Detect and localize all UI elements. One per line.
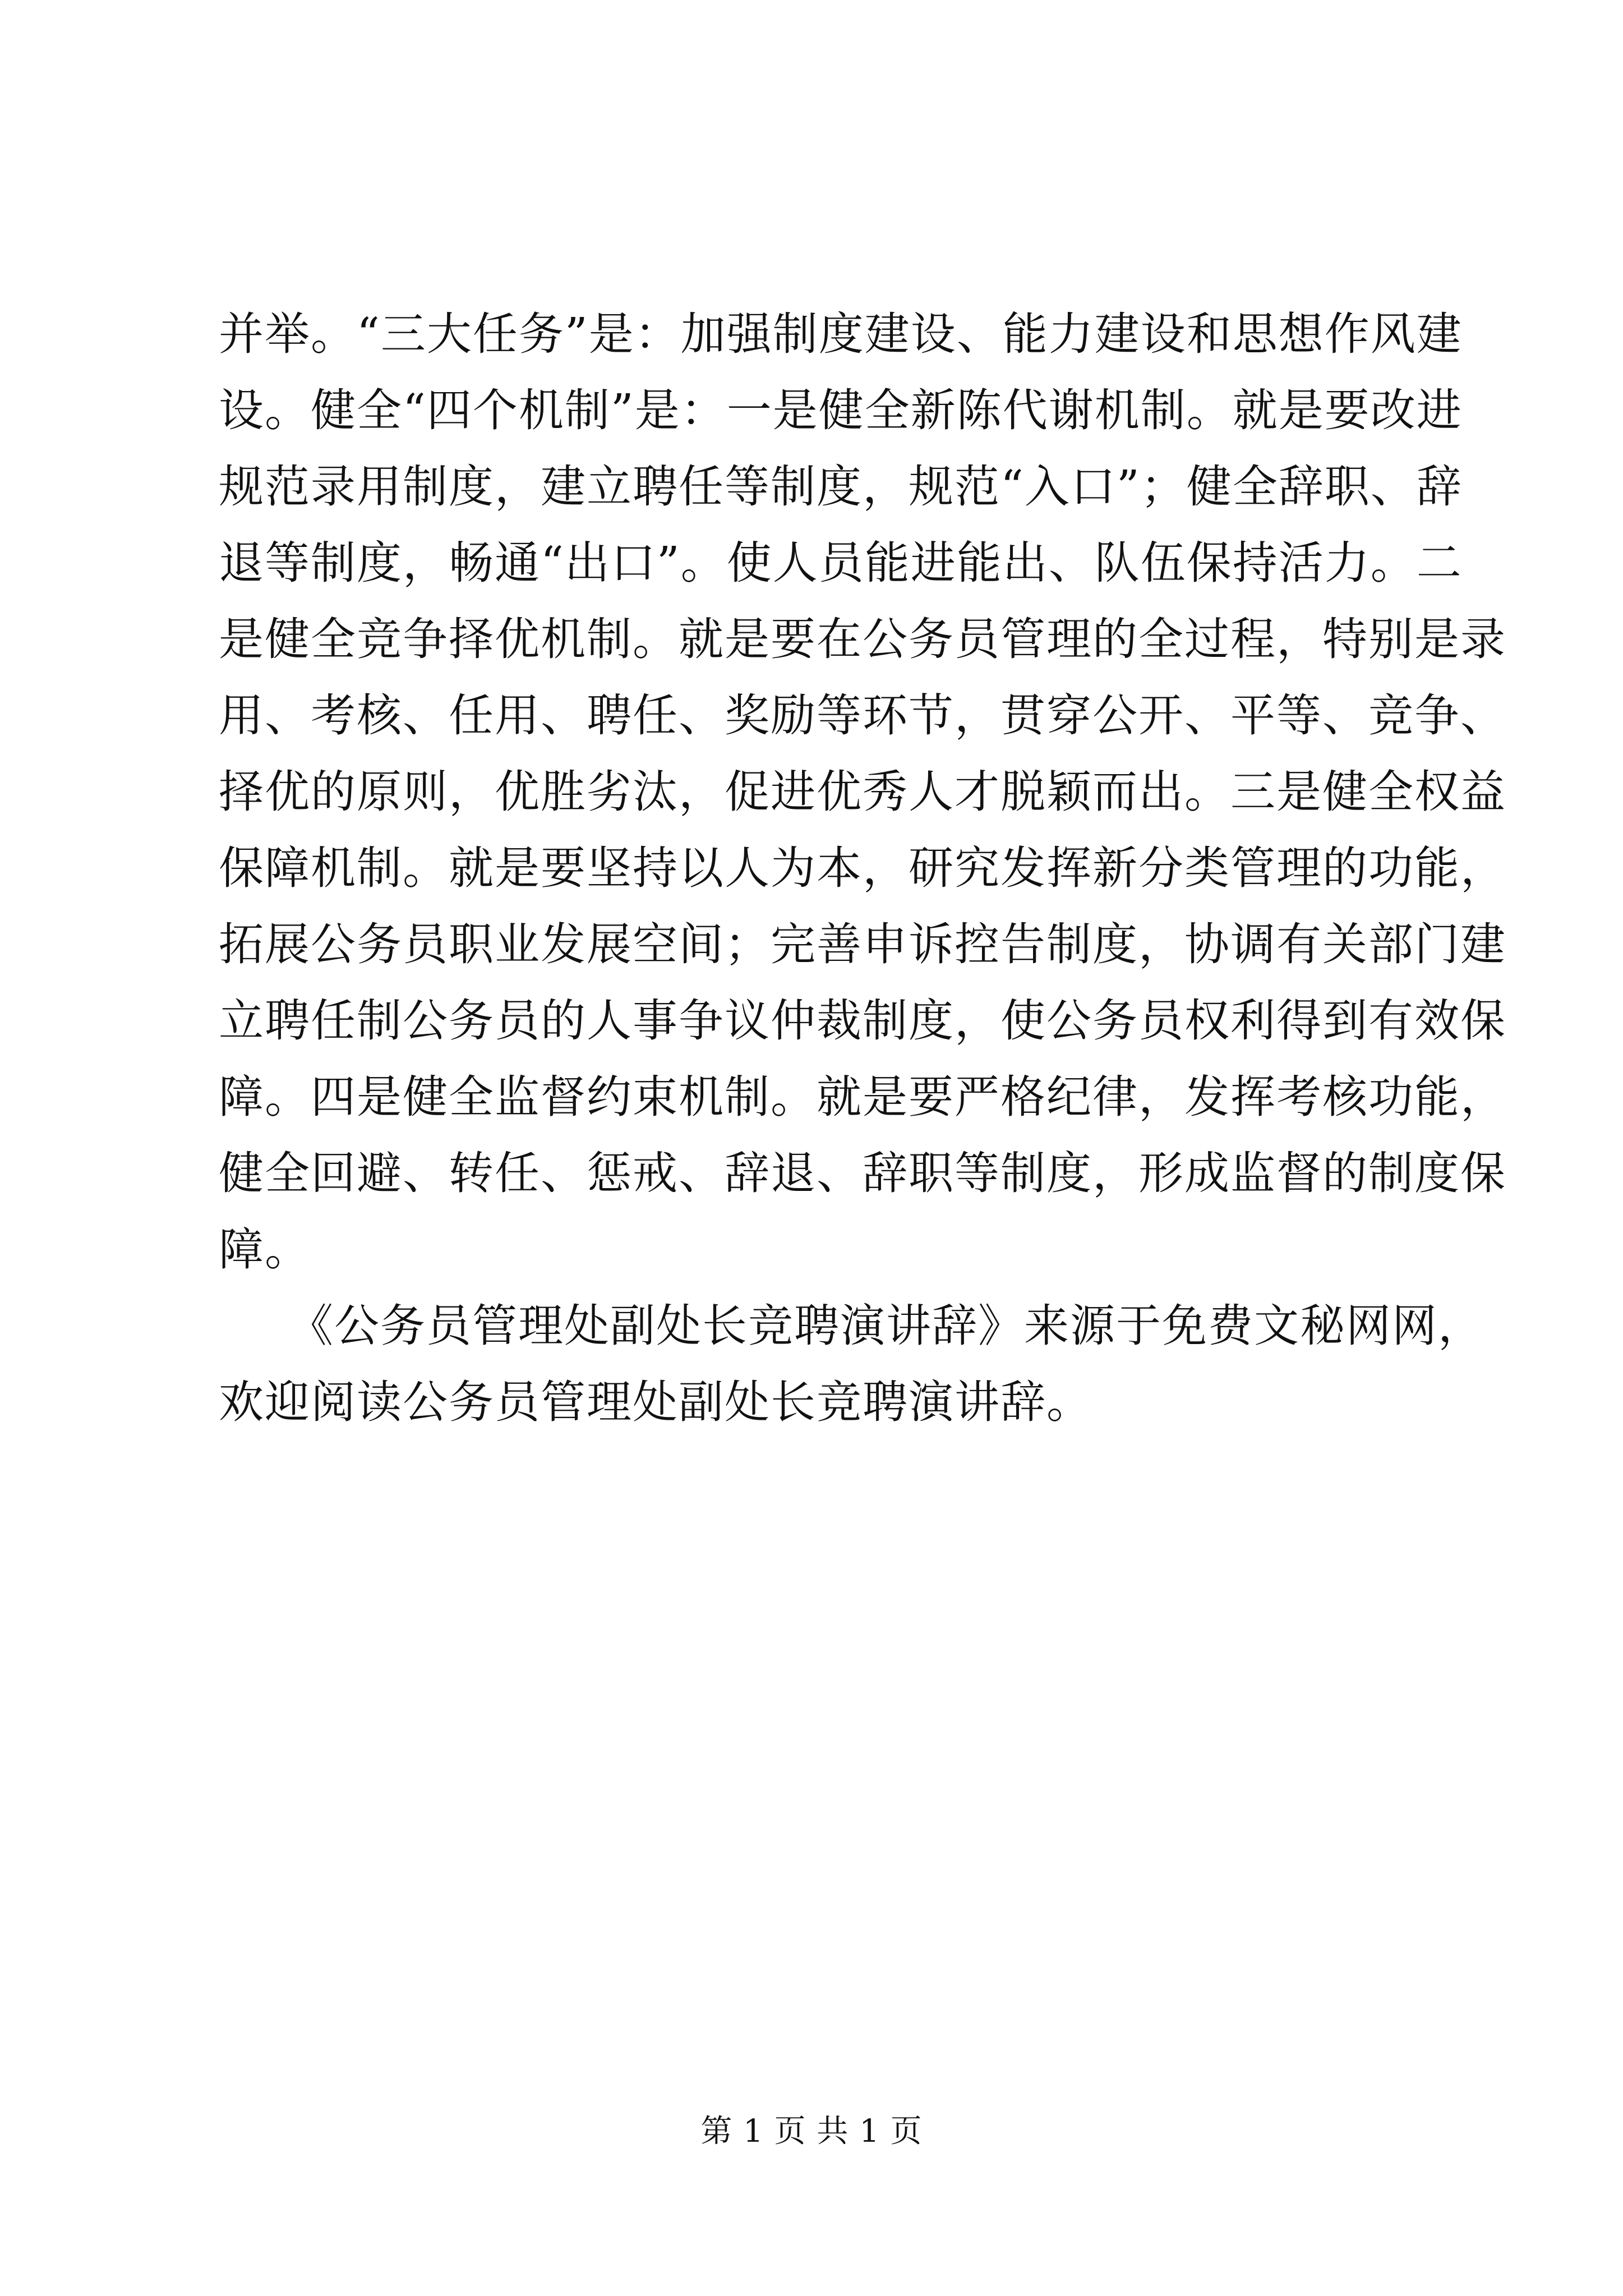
body-line: 退等制度，畅通“出口”。使人员能进能出、队伍保持活力。二 (219, 537, 1463, 589)
document-body (219, 296, 1506, 1441)
body-line: 障。四是健全监督约束机制。就是要严格纪律，发挥考核功能， (219, 1071, 1506, 1123)
body-line: 规范录用制度，建立聘任等制度，规范“入口”；健全辞职、辞 (219, 461, 1463, 513)
body-line: 用、考核、任用、聘任、奖励等环节，贯穿公开、平等、竞争、 (219, 689, 1506, 742)
closing-line: 欢迎阅读公务员管理处副处长竞聘演讲辞。 (219, 1376, 1092, 1428)
body-line: 择优的原则，优胜劣汰，促进优秀人才脱颖而出。三是健全权益 (219, 766, 1506, 818)
page-footer: 第 1 页 共 1 页 (700, 2113, 923, 2150)
body-line: 健全回避、转任、惩戒、辞退、辞职等制度，形成监督的制度保 (219, 1147, 1506, 1199)
body-line: 立聘任制公务员的人事争议仲裁制度，使公务员权利得到有效保 (219, 995, 1506, 1047)
body-line: 设。健全“四个机制”是：一是健全新陈代谢机制。就是要改进 (219, 384, 1463, 436)
body-line: 障。 (219, 1223, 311, 1276)
body-line: 并举。“三大任务”是：加强制度建设、能力建设和思想作风建 (219, 308, 1463, 360)
body-line: 是健全竞争择优机制。就是要在公务员管理的全过程，特别是录 (219, 613, 1506, 665)
body-line: 保障机制。就是要坚持以人为本，研究发挥新分类管理的功能， (219, 842, 1506, 894)
closing-line: 《公务员管理处副处长竞聘演讲辞》来源于免费文秘网网， (219, 1300, 1484, 1352)
body-line: 拓展公务员职业发展空间；完善申诉控告制度，协调有关部门建 (219, 918, 1506, 970)
